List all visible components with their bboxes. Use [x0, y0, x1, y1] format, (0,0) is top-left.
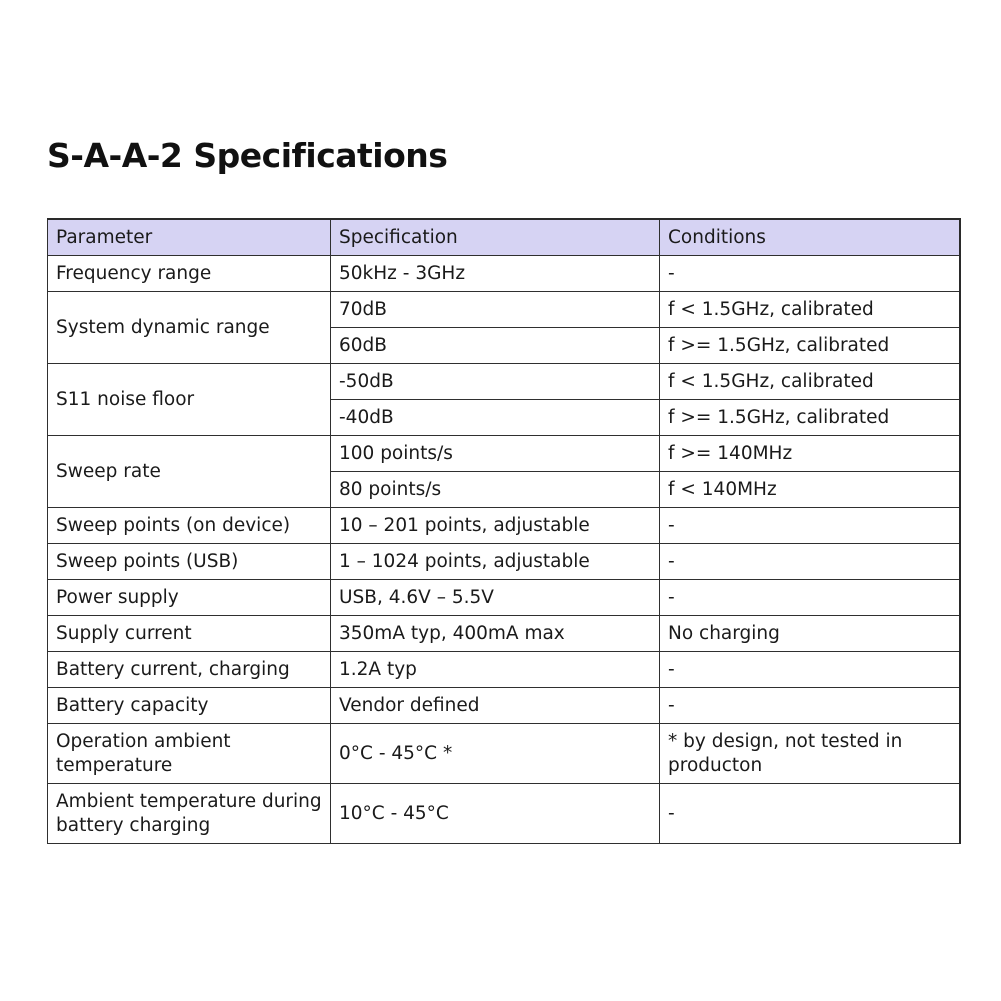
parameter-cell: System dynamic range — [48, 292, 331, 364]
specification-cell: 350mA typ, 400mA max — [331, 616, 660, 652]
specification-cell: -50dB — [331, 364, 660, 400]
page-title: S-A-A-2 Specifications — [47, 136, 448, 175]
specification-cell: 0°C - 45°C * — [331, 724, 660, 784]
specification-cell: 60dB — [331, 328, 660, 364]
table-row — [48, 544, 960, 580]
conditions-cell: - — [660, 508, 960, 544]
specification-cell: -40dB — [331, 400, 660, 436]
table-row — [48, 256, 960, 292]
table-row — [48, 580, 960, 616]
specification-cell: 70dB — [331, 292, 660, 328]
parameter-cell: Sweep points (USB) — [48, 544, 331, 580]
parameter-cell: Operation ambient temperature — [48, 724, 331, 784]
specification-cell: 80 points/s — [331, 472, 660, 508]
conditions-cell: f >= 1.5GHz, calibrated — [660, 400, 960, 436]
conditions-cell: f >= 1.5GHz, calibrated — [660, 328, 960, 364]
conditions-cell: - — [660, 784, 960, 844]
specification-cell: Vendor defined — [331, 688, 660, 724]
conditions-cell: - — [660, 688, 960, 724]
table-row — [48, 292, 960, 328]
parameter-cell: Battery current, charging — [48, 652, 331, 688]
conditions-cell: - — [660, 544, 960, 580]
conditions-cell: No charging — [660, 616, 960, 652]
header-parameter: Parameter — [48, 219, 331, 256]
header-conditions: Conditions — [660, 219, 960, 256]
parameter-cell: Sweep points (on device) — [48, 508, 331, 544]
parameter-cell: Supply current — [48, 616, 331, 652]
conditions-cell: * by design, not tested in producton — [660, 724, 960, 784]
specification-cell: USB, 4.6V – 5.5V — [331, 580, 660, 616]
parameter-cell: Sweep rate — [48, 436, 331, 508]
table-header-row — [48, 219, 960, 256]
table-row — [48, 784, 960, 844]
conditions-cell: f < 1.5GHz, calibrated — [660, 292, 960, 328]
conditions-cell: - — [660, 580, 960, 616]
conditions-cell: - — [660, 256, 960, 292]
specification-cell: 10°C - 45°C — [331, 784, 660, 844]
specifications-table — [47, 218, 961, 844]
table-row — [48, 364, 960, 400]
specification-cell: 1.2A typ — [331, 652, 660, 688]
table-row — [48, 724, 960, 784]
conditions-cell: f < 140MHz — [660, 472, 960, 508]
specification-cell: 1 – 1024 points, adjustable — [331, 544, 660, 580]
conditions-cell: f < 1.5GHz, calibrated — [660, 364, 960, 400]
conditions-cell: - — [660, 652, 960, 688]
parameter-cell: Frequency range — [48, 256, 331, 292]
table-row — [48, 652, 960, 688]
table-row — [48, 688, 960, 724]
header-specification: Specification — [331, 219, 660, 256]
table-row — [48, 616, 960, 652]
specification-cell: 100 points/s — [331, 436, 660, 472]
parameter-cell: Battery capacity — [48, 688, 331, 724]
conditions-cell: f >= 140MHz — [660, 436, 960, 472]
specification-cell: 10 – 201 points, adjustable — [331, 508, 660, 544]
table-row — [48, 436, 960, 472]
parameter-cell: Ambient temperature during battery charging — [48, 784, 331, 844]
parameter-cell: Power supply — [48, 580, 331, 616]
table-row — [48, 508, 960, 544]
specification-cell: 50kHz - 3GHz — [331, 256, 660, 292]
parameter-cell: S11 noise floor — [48, 364, 331, 436]
